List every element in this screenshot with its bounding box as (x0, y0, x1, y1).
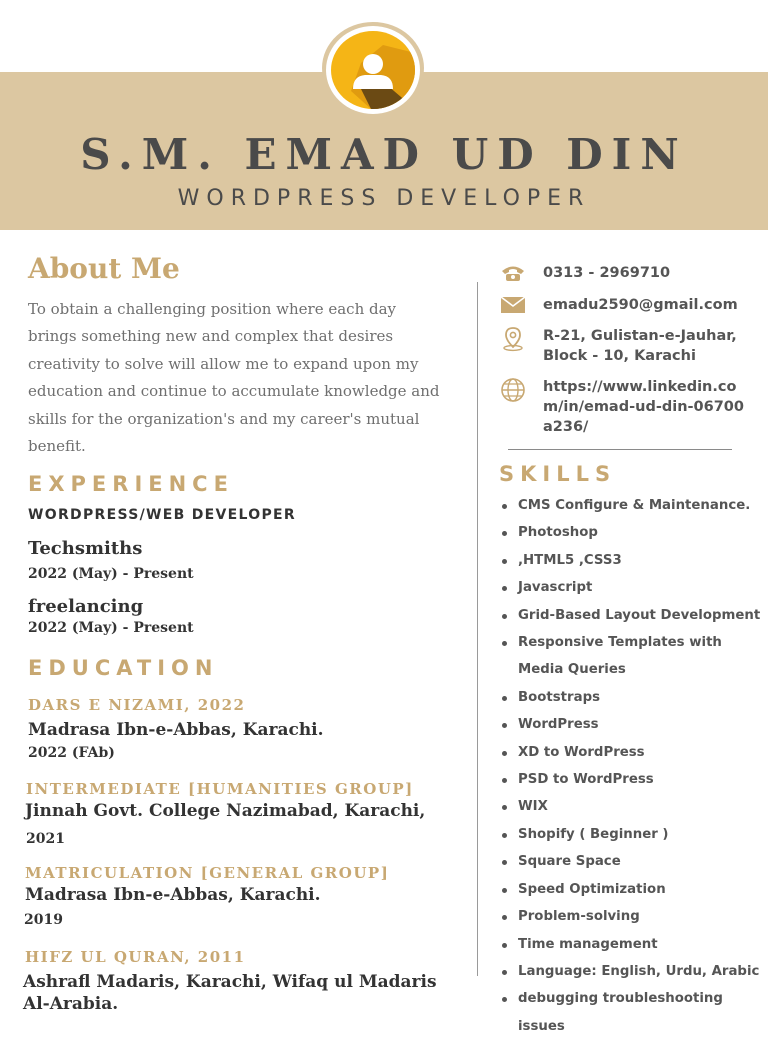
email-text: emadu2590@gmail.com (543, 297, 738, 313)
skill-item: PSD to WordPress (500, 766, 762, 793)
skill-item: Shopify ( Beginner ) (500, 821, 762, 848)
skill-item: Responsive Templates with Media Queries (500, 629, 762, 684)
experience-date: 2022 (May) - Present (28, 620, 194, 636)
education-heading: EDUCATION (28, 656, 219, 680)
skill-item: Language: English, Urdu, Arabic (500, 958, 762, 985)
education-item-year: 2021 (26, 831, 65, 847)
avatar (326, 26, 420, 114)
linkedin-link[interactable]: https://www.linkedin.com/in/emad-ud-din-06700a236/ (543, 379, 744, 435)
experience-company: Techsmiths (28, 538, 143, 559)
column-divider (477, 282, 478, 976)
about-heading: About Me (28, 252, 180, 285)
phone-icon (500, 263, 526, 289)
skill-item: Bootstraps (500, 684, 762, 711)
location-icon (500, 326, 526, 352)
skill-item: CMS Configure & Maintenance. (500, 492, 762, 519)
education-item-heading: INTERMEDIATE [HUMANITIES GROUP] (26, 780, 414, 798)
education-item-school: Jinnah Govt. College Nazimabad, Karachi, (25, 801, 426, 821)
skill-item: Time management (500, 931, 762, 958)
address-text: R-21, Gulistan-e-Jauhar, Block - 10, Karachi (543, 328, 737, 364)
email-icon (500, 295, 526, 321)
education-item-heading: MATRICULATION [GENERAL GROUP] (25, 864, 390, 882)
contact-divider (508, 449, 732, 450)
phone-text: 0313 - 2969710 (543, 265, 671, 281)
education-item-year: 2022 (FAb) (28, 745, 115, 761)
education-item-school: Madrasa Ibn-e-Abbas, Karachi. (28, 720, 324, 740)
skill-item: Grid-Based Layout Development (500, 602, 762, 629)
skill-item: Speed Optimization (500, 876, 762, 903)
skill-item: Photoshop (500, 519, 762, 546)
experience-date: 2022 (May) - Present (28, 566, 194, 582)
skills-heading: SKILLS (499, 462, 617, 486)
education-item-school: Madrasa Ibn-e-Abbas, Karachi. (25, 885, 321, 905)
education-item-heading: DARS E NIZAMI, 2022 (28, 696, 246, 714)
skill-item: Square Space (500, 848, 762, 875)
experience-company: freelancing (28, 596, 144, 617)
skill-item: Problem-solving (500, 903, 762, 930)
experience-role: WORDPRESS/WEB DEVELOPER (28, 507, 296, 523)
skill-item: XD to WordPress (500, 739, 762, 766)
skills-list (500, 492, 762, 1040)
experience-heading: EXPERIENCE (28, 472, 234, 496)
education-item-school: Ashrafl Madaris, Karachi, Wifaq ul Madaris Al-Arabia. (23, 972, 437, 1014)
user-icon (331, 31, 415, 109)
job-title-header: WORDPRESS DEVELOPER (177, 186, 591, 211)
education-item-heading: HIFZ UL QURAN, 2011 (25, 948, 246, 966)
candidate-name: S.M. EMAD UD DIN (80, 130, 688, 179)
education-item-year: 2019 (24, 912, 63, 928)
skill-item: WIX (500, 793, 762, 820)
skill-item: ,HTML5 ,CSS3 (500, 547, 762, 574)
globe-icon (500, 377, 526, 403)
skill-item: WordPress (500, 711, 762, 738)
skill-item: debugging troubleshooting issues (500, 985, 762, 1040)
about-text: To obtain a challenging position where each day brings something new and complex that desires creativity to solve will allow me to expand upon my education and continue to accumulate knowledge and skills for the organization's and my career's mutual benefit. (28, 300, 440, 456)
skill-item: Javascript (500, 574, 762, 601)
